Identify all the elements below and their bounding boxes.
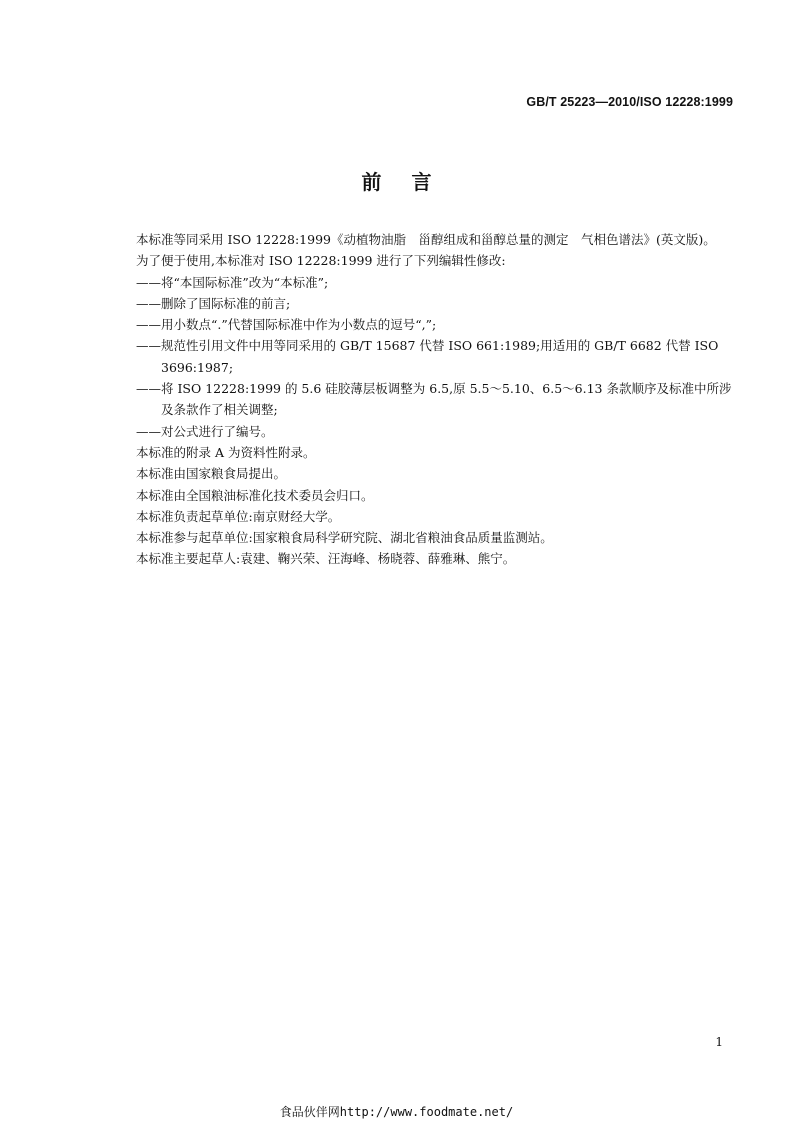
edit-list-item bbox=[111, 335, 736, 378]
footer-watermark: 食品伙伴网http://www.foodmate.net/ bbox=[279, 1105, 514, 1119]
paragraph: 为了便于使用,本标准对 ISO 12228:1999 进行了下列编辑性修改: bbox=[136, 253, 506, 269]
paragraph: 本标准的附录 A 为资料性附录。 bbox=[136, 444, 316, 460]
list-dash: —— bbox=[136, 295, 161, 311]
edit-text: 将 ISO 12228:1999 的 5.6 硅胶薄层板调整为 6.5,原 5.5～5.10、6.5～6.13 条款顺序及标准中所涉及条款作了相关调整; bbox=[161, 381, 732, 418]
edit-text: 规范性引用文件中用等同采用的 GB/T 15687 代替 ISO 661:1989;用适用的 GB/T 6682 代替 ISO 3696:1987; bbox=[161, 338, 719, 375]
edit-list-item bbox=[111, 272, 736, 293]
standard-code: GB/T 25223—2010/ISO 12228:1999 bbox=[526, 95, 733, 109]
edit-list-item bbox=[111, 293, 736, 314]
edit-text: 用小数点“.”代替国际标准中作为小数点的逗号“,”; bbox=[161, 317, 437, 333]
edit-list-item bbox=[111, 314, 736, 335]
page-number: 1 bbox=[715, 1035, 723, 1049]
paragraph: 本标准主要起草人:袁建、鞠兴荣、汪海峰、杨晓蓉、薛雅琳、熊宁。 bbox=[136, 551, 516, 567]
paragraph: 本标准由国家粮食局提出。 bbox=[136, 466, 287, 482]
list-dash: —— bbox=[136, 274, 161, 290]
paragraph: 本标准参与起草单位:国家粮食局科学研究院、湖北省粮油食品质量监测站。 bbox=[136, 530, 553, 546]
list-dash: —— bbox=[136, 423, 161, 439]
edit-text: 将“本国际标准”改为“本标准”; bbox=[161, 274, 329, 290]
edit-text: 删除了国际标准的前言; bbox=[161, 295, 291, 311]
edit-list-item bbox=[111, 378, 736, 421]
list-dash: —— bbox=[136, 317, 161, 333]
foreword-body bbox=[111, 229, 736, 570]
page-title: 前言 bbox=[361, 170, 462, 194]
edit-list-item bbox=[111, 421, 736, 442]
paragraph: 本标准等同采用 ISO 12228:1999《动植物油脂 甾醇组成和甾醇总量的测定 气相色谱法》(英文版)。 bbox=[136, 232, 716, 247]
paragraph: 本标准负责起草单位:南京财经大学。 bbox=[136, 508, 341, 524]
list-dash: —— bbox=[136, 338, 161, 354]
list-dash: —— bbox=[136, 381, 161, 397]
paragraph: 本标准由全国粮油标准化技术委员会归口。 bbox=[136, 487, 374, 503]
edit-text: 对公式进行了编号。 bbox=[161, 423, 274, 439]
